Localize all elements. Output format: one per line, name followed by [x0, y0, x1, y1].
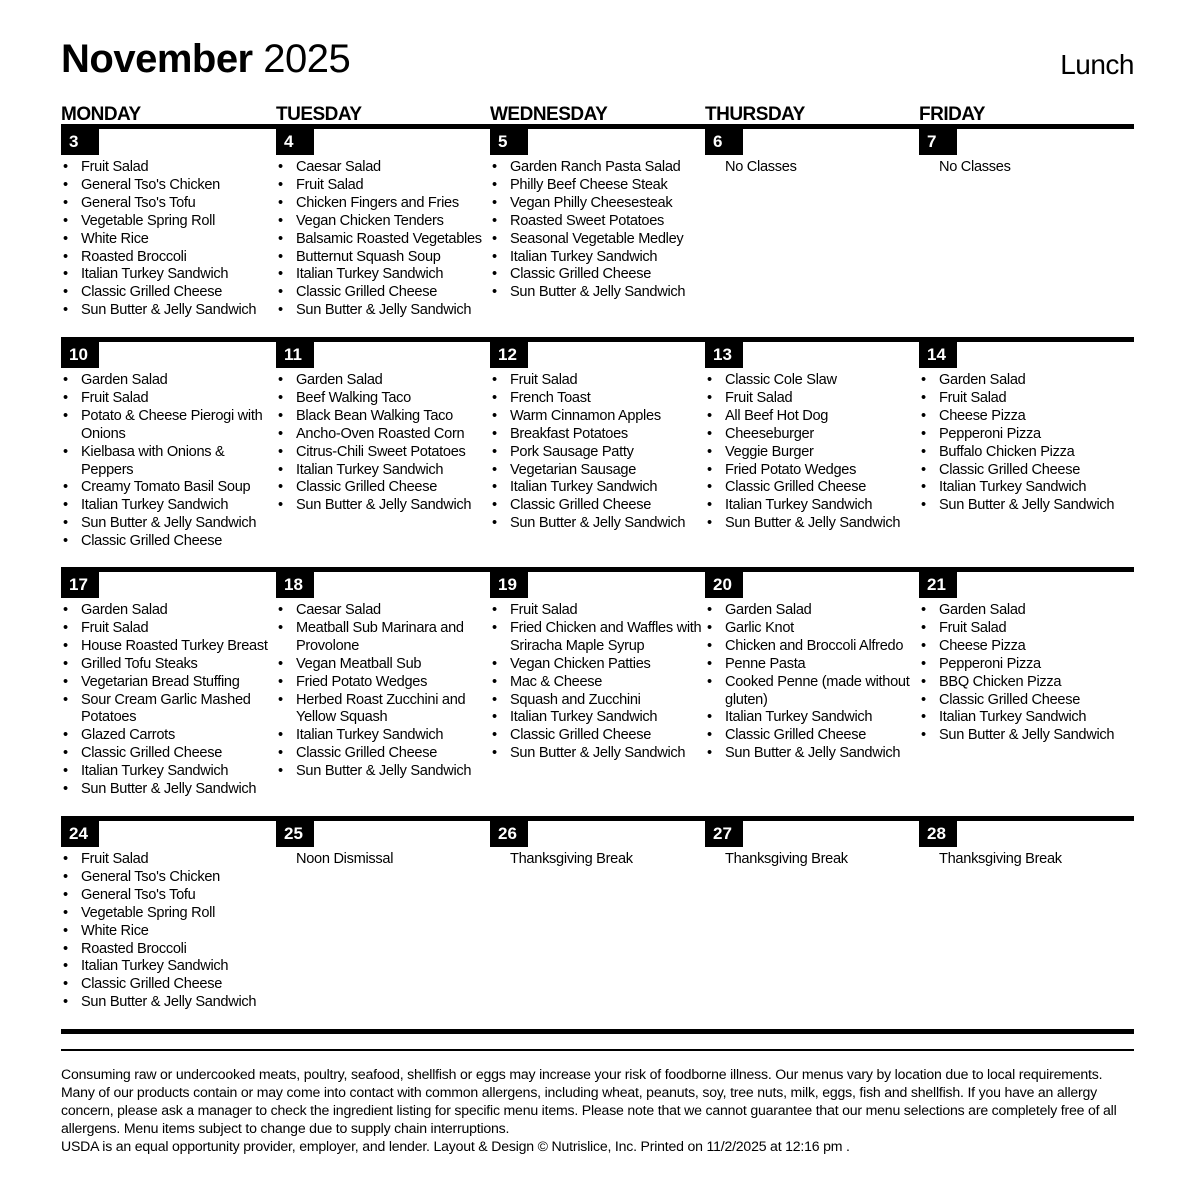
menu-item: • Sun Butter & Jelly Sandwich [490, 515, 704, 533]
menu-item: • Sun Butter & Jelly Sandwich [276, 763, 490, 781]
menu-item: • Vegan Meatball Sub [276, 656, 490, 674]
menu-item: • Fruit Salad [276, 177, 490, 195]
date-badge: 26 [490, 821, 528, 847]
menu-item-list [490, 372, 704, 533]
week-row [61, 337, 1134, 550]
menu-item: • Fried Potato Wedges [705, 462, 919, 480]
menu-item: • Italian Turkey Sandwich [276, 266, 490, 284]
menu-item-list [276, 602, 490, 781]
menu-item-list [490, 159, 704, 302]
menu-item: • Cooked Penne (made without gluten) [705, 674, 919, 710]
date-badge: 19 [490, 572, 528, 598]
menu-item: • Garlic Knot [705, 620, 919, 638]
menu-item: • Classic Grilled Cheese [490, 266, 704, 284]
weekday-header-thursday: THURSDAY [705, 104, 805, 125]
menu-item: • Italian Turkey Sandwich [490, 249, 704, 267]
menu-item: • Garden Salad [276, 372, 490, 390]
menu-item: • Seasonal Vegetable Medley [490, 231, 704, 249]
meal-type-label: Lunch [1060, 49, 1134, 80]
menu-item: • Classic Grilled Cheese [705, 727, 919, 745]
menu-item: • Roasted Broccoli [61, 249, 275, 267]
menu-item: • Buffalo Chicken Pizza [919, 444, 1133, 462]
footer [61, 1066, 1136, 1156]
menu-item: • Fruit Salad [490, 602, 704, 620]
menu-item: • General Tso's Chicken [61, 177, 275, 195]
page-title [61, 36, 350, 82]
menu-item: • Fruit Salad [61, 159, 275, 177]
date-badge: 7 [919, 129, 957, 155]
menu-item-list [61, 159, 275, 320]
day-cell [276, 572, 490, 781]
menu-item: • Fruit Salad [61, 390, 275, 408]
date-badge: 20 [705, 572, 743, 598]
menu-item: • Pepperoni Pizza [919, 426, 1133, 444]
day-note: Thanksgiving Break [510, 851, 633, 867]
menu-item: • Balsamic Roasted Vegetables [276, 231, 490, 249]
date-badge: 3 [61, 129, 99, 155]
menu-item: • Classic Cole Slaw [705, 372, 919, 390]
menu-item: • Italian Turkey Sandwich [276, 462, 490, 480]
weekday-header-friday: FRIDAY [919, 104, 985, 125]
week-row [61, 567, 1134, 798]
menu-item: • Classic Grilled Cheese [705, 479, 919, 497]
menu-item: • General Tso's Chicken [61, 869, 275, 887]
day-cell [705, 821, 919, 869]
menu-item: • Italian Turkey Sandwich [490, 709, 704, 727]
menu-item: • Cheese Pizza [919, 638, 1133, 656]
day-cell [276, 129, 490, 320]
menu-item: • Italian Turkey Sandwich [919, 709, 1133, 727]
date-badge: 10 [61, 342, 99, 368]
date-badge: 14 [919, 342, 957, 368]
menu-item: • White Rice [61, 231, 275, 249]
menu-item: • Vegetable Spring Roll [61, 905, 275, 923]
date-badge: 27 [705, 821, 743, 847]
menu-item: • Fruit Salad [705, 390, 919, 408]
menu-item: • Ancho-Oven Roasted Corn [276, 426, 490, 444]
menu-item: • Fruit Salad [919, 390, 1133, 408]
menu-item-list [705, 372, 919, 533]
menu-item: • Sun Butter & Jelly Sandwich [919, 727, 1133, 745]
menu-item: • Vegan Chicken Patties [490, 656, 704, 674]
menu-item-list [276, 159, 490, 320]
date-badge: 24 [61, 821, 99, 847]
credits-line: USDA is an equal opportunity provider, employer, and lender. Layout & Design © Nutrislice, Inc. Printed on 11/2/2025 at 12:16 pm . [61, 1137, 850, 1154]
menu-item: • Pork Sausage Patty [490, 444, 704, 462]
menu-item: • Meatball Sub Marinara and Provolone [276, 620, 490, 656]
menu-item: • Italian Turkey Sandwich [61, 497, 275, 515]
day-cell [705, 342, 919, 533]
menu-item: • Classic Grilled Cheese [61, 976, 275, 994]
menu-item: • Sun Butter & Jelly Sandwich [276, 497, 490, 515]
menu-item: • Garden Salad [919, 602, 1133, 620]
menu-item: • Italian Turkey Sandwich [61, 763, 275, 781]
menu-item: • Italian Turkey Sandwich [490, 479, 704, 497]
menu-item: • White Rice [61, 923, 275, 941]
day-cell [705, 129, 919, 177]
menu-item: • Classic Grilled Cheese [61, 745, 275, 763]
day-note: Thanksgiving Break [725, 851, 848, 867]
menu-item: • Chicken and Broccoli Alfredo [705, 638, 919, 656]
menu-item: • Sun Butter & Jelly Sandwich [61, 781, 275, 799]
day-cell [705, 572, 919, 763]
date-badge: 25 [276, 821, 314, 847]
menu-item: • Classic Grilled Cheese [919, 692, 1133, 710]
day-cell [61, 821, 275, 1012]
menu-item: • Warm Cinnamon Apples [490, 408, 704, 426]
date-badge: 11 [276, 342, 314, 368]
menu-item: • Sun Butter & Jelly Sandwich [61, 515, 275, 533]
menu-item: • Sun Butter & Jelly Sandwich [61, 302, 275, 320]
menu-item: • Potato & Cheese Pierogi with Onions [61, 408, 275, 444]
calendar-bottom-rule [61, 1029, 1134, 1034]
day-cell [61, 342, 275, 551]
menu-item: • Cheeseburger [705, 426, 919, 444]
menu-item-list [61, 602, 275, 799]
menu-item: • General Tso's Tofu [61, 887, 275, 905]
menu-item: • Italian Turkey Sandwich [276, 727, 490, 745]
day-cell [61, 129, 275, 320]
menu-item: • Classic Grilled Cheese [919, 462, 1133, 480]
menu-item: • Garden Salad [705, 602, 919, 620]
menu-item: • Vegetarian Sausage [490, 462, 704, 480]
menu-item-list [705, 602, 919, 763]
menu-item: • Caesar Salad [276, 602, 490, 620]
menu-item-list [919, 602, 1133, 745]
menu-item: • All Beef Hot Dog [705, 408, 919, 426]
menu-item: • Cheese Pizza [919, 408, 1133, 426]
menu-item: • Sour Cream Garlic Mashed Potatoes [61, 692, 275, 728]
date-badge: 12 [490, 342, 528, 368]
day-cell [276, 342, 490, 515]
menu-item: • Creamy Tomato Basil Soup [61, 479, 275, 497]
menu-item: • Italian Turkey Sandwich [61, 958, 275, 976]
menu-item: • Breakfast Potatoes [490, 426, 704, 444]
day-cell [490, 129, 704, 302]
day-note: No Classes [725, 159, 797, 175]
month-label: November [61, 37, 253, 81]
menu-item: • Classic Grilled Cheese [490, 727, 704, 745]
menu-item: • Philly Beef Cheese Steak [490, 177, 704, 195]
date-badge: 18 [276, 572, 314, 598]
menu-item: • Garden Salad [919, 372, 1133, 390]
week-row [61, 124, 1134, 319]
menu-item-list [61, 851, 275, 1012]
date-badge: 28 [919, 821, 957, 847]
menu-item: • Fruit Salad [490, 372, 704, 390]
week-row [61, 816, 1134, 1011]
menu-item: • Grilled Tofu Steaks [61, 656, 275, 674]
menu-item: • Caesar Salad [276, 159, 490, 177]
menu-item: • Roasted Sweet Potatoes [490, 213, 704, 231]
menu-item: • Fruit Salad [61, 620, 275, 638]
menu-item: • Garden Salad [61, 372, 275, 390]
menu-item: • General Tso's Tofu [61, 195, 275, 213]
menu-item: • Classic Grilled Cheese [276, 479, 490, 497]
menu-item: • Sun Butter & Jelly Sandwich [276, 302, 490, 320]
menu-item: • Penne Pasta [705, 656, 919, 674]
menu-item: • Vegetarian Bread Stuffing [61, 674, 275, 692]
menu-item: • Sun Butter & Jelly Sandwich [61, 994, 275, 1012]
date-badge: 6 [705, 129, 743, 155]
year-label: 2025 [263, 37, 351, 81]
menu-item-list [490, 602, 704, 763]
menu-item: • Beef Walking Taco [276, 390, 490, 408]
weekday-header-monday: MONDAY [61, 104, 141, 125]
menu-item: • Kielbasa with Onions & Peppers [61, 444, 275, 480]
day-cell [490, 572, 704, 763]
footer-divider [61, 1049, 1134, 1051]
menu-item: • Sun Butter & Jelly Sandwich [705, 745, 919, 763]
day-cell [919, 342, 1133, 515]
menu-item: • Vegan Chicken Tenders [276, 213, 490, 231]
menu-item: • Garden Ranch Pasta Salad [490, 159, 704, 177]
date-badge: 4 [276, 129, 314, 155]
menu-item: • Fruit Salad [61, 851, 275, 869]
weekday-header-tuesday: TUESDAY [276, 104, 362, 125]
menu-item: • Italian Turkey Sandwich [919, 479, 1133, 497]
day-note: No Classes [939, 159, 1011, 175]
allergen-disclaimer: Consuming raw or undercooked meats, poultry, seafood, shellfish or eggs may increase your risk of foodborne illness. Our menus vary by location due to local requirements. Many of our products contain or may come into contact with common allergens, including wheat, peanuts, soy, tree nuts, milk, eggs, fish and shellfish. If you have an allergy concern, please ask a manager to check the ingredient listing for specific menu items. Please note that we cannot guarantee that our menu selections are completely free of all allergens. Menu items subject to change due to supply chain interruptions. [61, 1066, 1117, 1136]
menu-item: • Classic Grilled Cheese [276, 745, 490, 763]
menu-item: • Garden Salad [61, 602, 275, 620]
day-cell [61, 572, 275, 799]
menu-item: • Citrus-Chili Sweet Potatoes [276, 444, 490, 462]
menu-item: • Glazed Carrots [61, 727, 275, 745]
menu-item: • Veggie Burger [705, 444, 919, 462]
menu-item-list [61, 372, 275, 551]
menu-item: • Roasted Broccoli [61, 941, 275, 959]
menu-item: • Classic Grilled Cheese [490, 497, 704, 515]
menu-item: • Fried Chicken and Waffles with Sriracha Maple Syrup [490, 620, 704, 656]
menu-item-list [276, 372, 490, 515]
date-badge: 17 [61, 572, 99, 598]
day-cell [490, 342, 704, 533]
weekday-header-row [61, 104, 1134, 126]
menu-item: • Sun Butter & Jelly Sandwich [919, 497, 1133, 515]
menu-item: • Chicken Fingers and Fries [276, 195, 490, 213]
menu-item: • Sun Butter & Jelly Sandwich [490, 745, 704, 763]
menu-item: • Fried Potato Wedges [276, 674, 490, 692]
date-badge: 13 [705, 342, 743, 368]
menu-item: • Sun Butter & Jelly Sandwich [705, 515, 919, 533]
menu-item: • Classic Grilled Cheese [61, 284, 275, 302]
menu-item: • Mac & Cheese [490, 674, 704, 692]
menu-item: • Black Bean Walking Taco [276, 408, 490, 426]
menu-item: • Vegetable Spring Roll [61, 213, 275, 231]
day-cell [276, 821, 490, 869]
menu-item: • Fruit Salad [919, 620, 1133, 638]
day-cell [919, 821, 1133, 869]
menu-item: • Italian Turkey Sandwich [705, 709, 919, 727]
day-note: Noon Dismissal [296, 851, 394, 867]
day-cell [490, 821, 704, 869]
weekday-header-wednesday: WEDNESDAY [490, 104, 608, 125]
menu-item: • Italian Turkey Sandwich [705, 497, 919, 515]
menu-item: • Squash and Zucchini [490, 692, 704, 710]
menu-item-list [919, 372, 1133, 515]
menu-item: • BBQ Chicken Pizza [919, 674, 1133, 692]
menu-item: • French Toast [490, 390, 704, 408]
menu-item: • Classic Grilled Cheese [276, 284, 490, 302]
day-cell [919, 572, 1133, 745]
menu-item: • Italian Turkey Sandwich [61, 266, 275, 284]
day-note: Thanksgiving Break [939, 851, 1062, 867]
menu-item: • Sun Butter & Jelly Sandwich [490, 284, 704, 302]
date-badge: 5 [490, 129, 528, 155]
menu-item: • Herbed Roast Zucchini and Yellow Squash [276, 692, 490, 728]
menu-item: • Pepperoni Pizza [919, 656, 1133, 674]
menu-item: • Vegan Philly Cheesesteak [490, 195, 704, 213]
date-badge: 21 [919, 572, 957, 598]
menu-item: • Butternut Squash Soup [276, 249, 490, 267]
day-cell [919, 129, 1133, 177]
menu-item: • Classic Grilled Cheese [61, 533, 275, 551]
menu-item: • House Roasted Turkey Breast [61, 638, 275, 656]
